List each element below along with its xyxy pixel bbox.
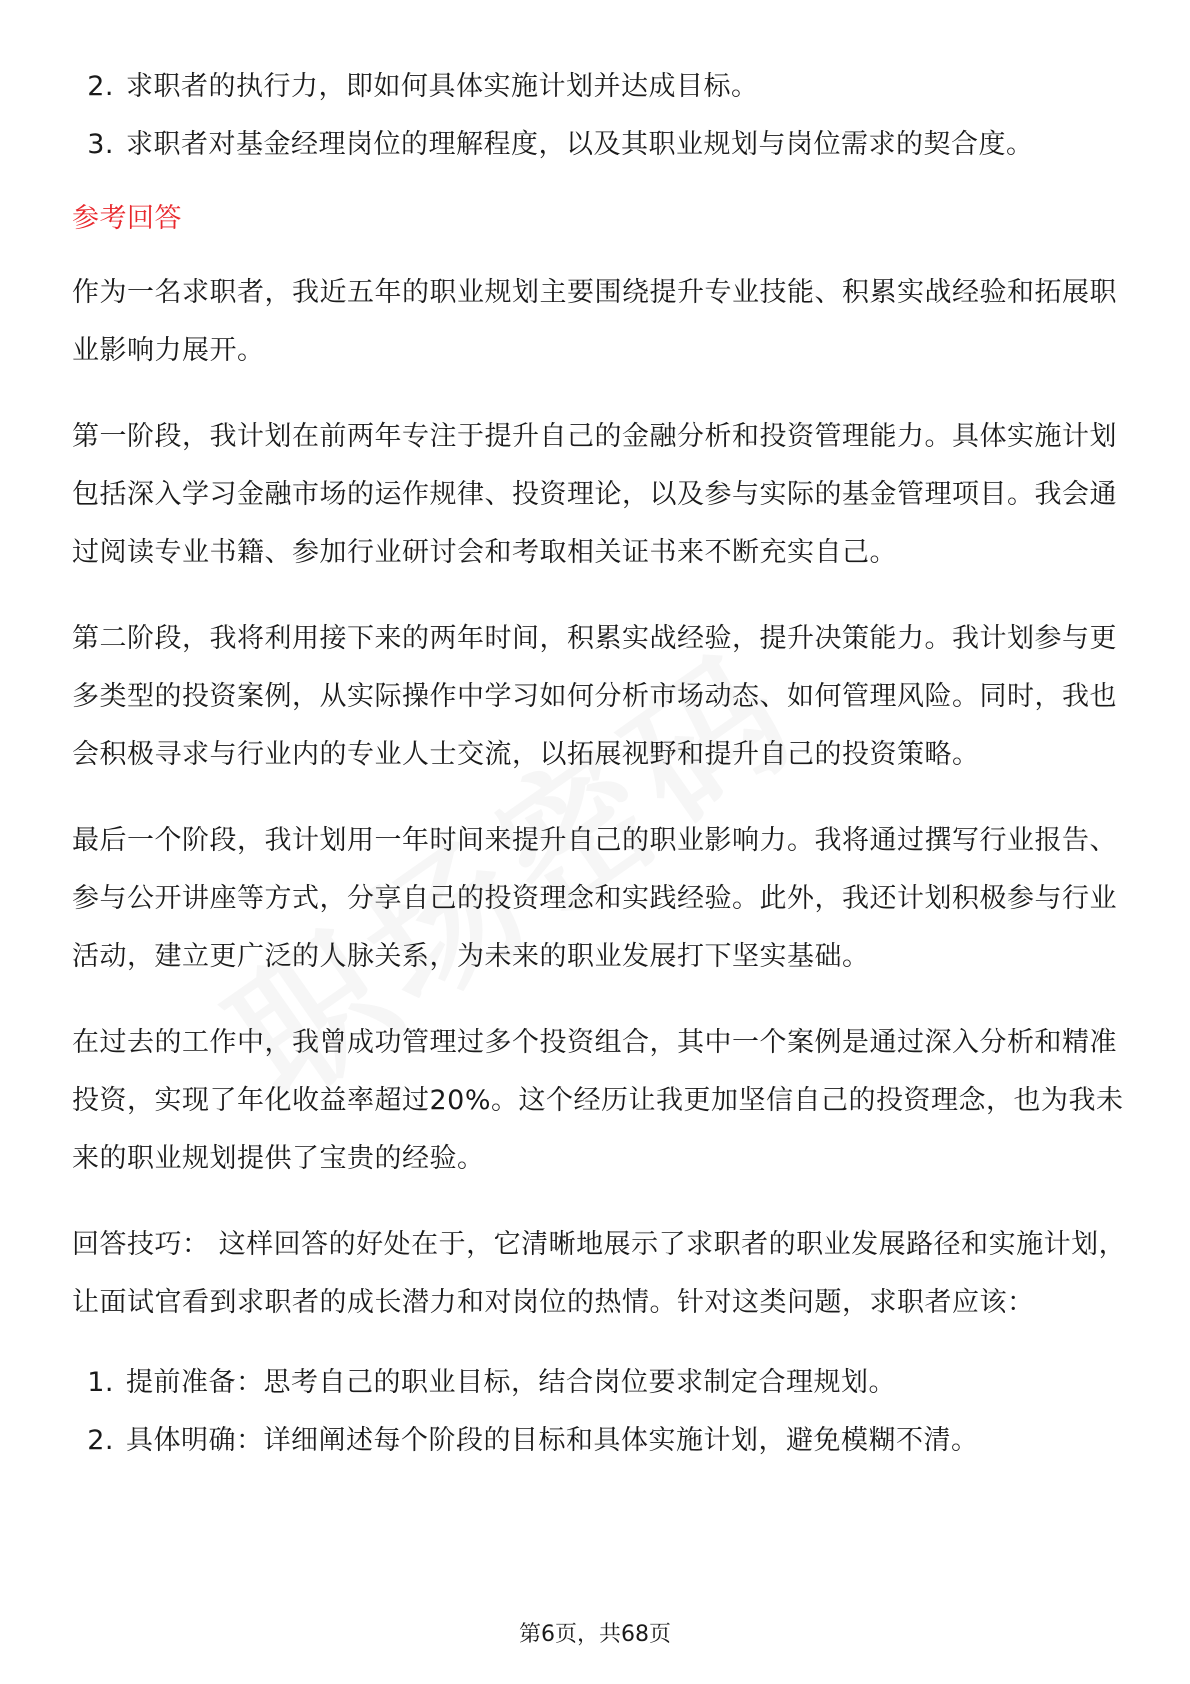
paragraph-stage-one: 第一阶段，我计划在前两年专注于提升自己的金融分析和投资管理能力。具体实施计划包括深入学习金融市场的运作规律、投资理论，以及参与实际的基金管理项目。我会通过阅读专业书籍、参加行业研讨会和考取相关证书来不断充实自己。 [72, 421, 1117, 568]
list-item-number: 1. [87, 1367, 114, 1398]
document-content [72, 58, 1132, 1470]
list-item-text: 具体明确：详细阐述每个阶段的目标和具体实施计划，避免模糊不清。 [126, 1425, 979, 1456]
list-item-text: 提前准备：思考自己的职业目标，结合岗位要求制定合理规划。 [126, 1367, 896, 1398]
list-item-text: 求职者对基金经理岗位的理解程度，以及其职业规划与岗位需求的契合度。 [126, 129, 1034, 160]
list-item-number: 3. [87, 129, 114, 160]
list-item [72, 1412, 1132, 1470]
paragraph-experience: 在过去的工作中，我曾成功管理过多个投资组合，其中一个案例是通过深入分析和精准投资，实现了年化收益率超过20%。这个经历让我更加坚信自己的投资理念，也为我未来的职业规划提供了宝贵的经验。 [72, 1027, 1124, 1174]
paragraph-answer-tips: 回答技巧： 这样回答的好处在于，它清晰地展示了求职者的职业发展路径和实施计划，让面试官看到求职者的成长潜力和对岗位的热情。针对这类问题，求职者应该： [72, 1229, 1127, 1318]
paragraph-stage-two: 第二阶段，我将利用接下来的两年时间，积累实战经验，提升决策能力。我计划参与更多类型的投资案例，从实际操作中学习如何分析市场动态、如何管理风险。同时，我也会积极寻求与行业内的专业人士交流，以拓展视野和提升自己的投资策略。 [72, 623, 1117, 770]
page-number-footer: 第6页，共68页 [519, 1622, 671, 1647]
paragraph-stage-three: 最后一个阶段，我计划用一年时间来提升自己的职业影响力。我将通过撰写行业报告、参与公开讲座等方式，分享自己的投资理念和实践经验。此外，我还计划积极参与行业活动，建立更广泛的人脉关系，为未来的职业发展打下坚实基础。 [72, 825, 1117, 972]
section-title: 参考回答 [72, 203, 182, 234]
list-item [72, 1354, 1132, 1412]
list-item-number: 2. [87, 71, 114, 102]
top-numbered-list [72, 58, 1132, 174]
list-item-text: 求职者的执行力，即如何具体实施计划并达成目标。 [126, 71, 759, 102]
tips-numbered-list [72, 1354, 1132, 1470]
list-item [72, 58, 1132, 116]
paragraph-intro: 作为一名求职者，我近五年的职业规划主要围绕提升专业技能、积累实战经验和拓展职业影响力展开。 [72, 277, 1117, 366]
list-item-number: 2. [87, 1425, 114, 1456]
list-item [72, 116, 1132, 174]
